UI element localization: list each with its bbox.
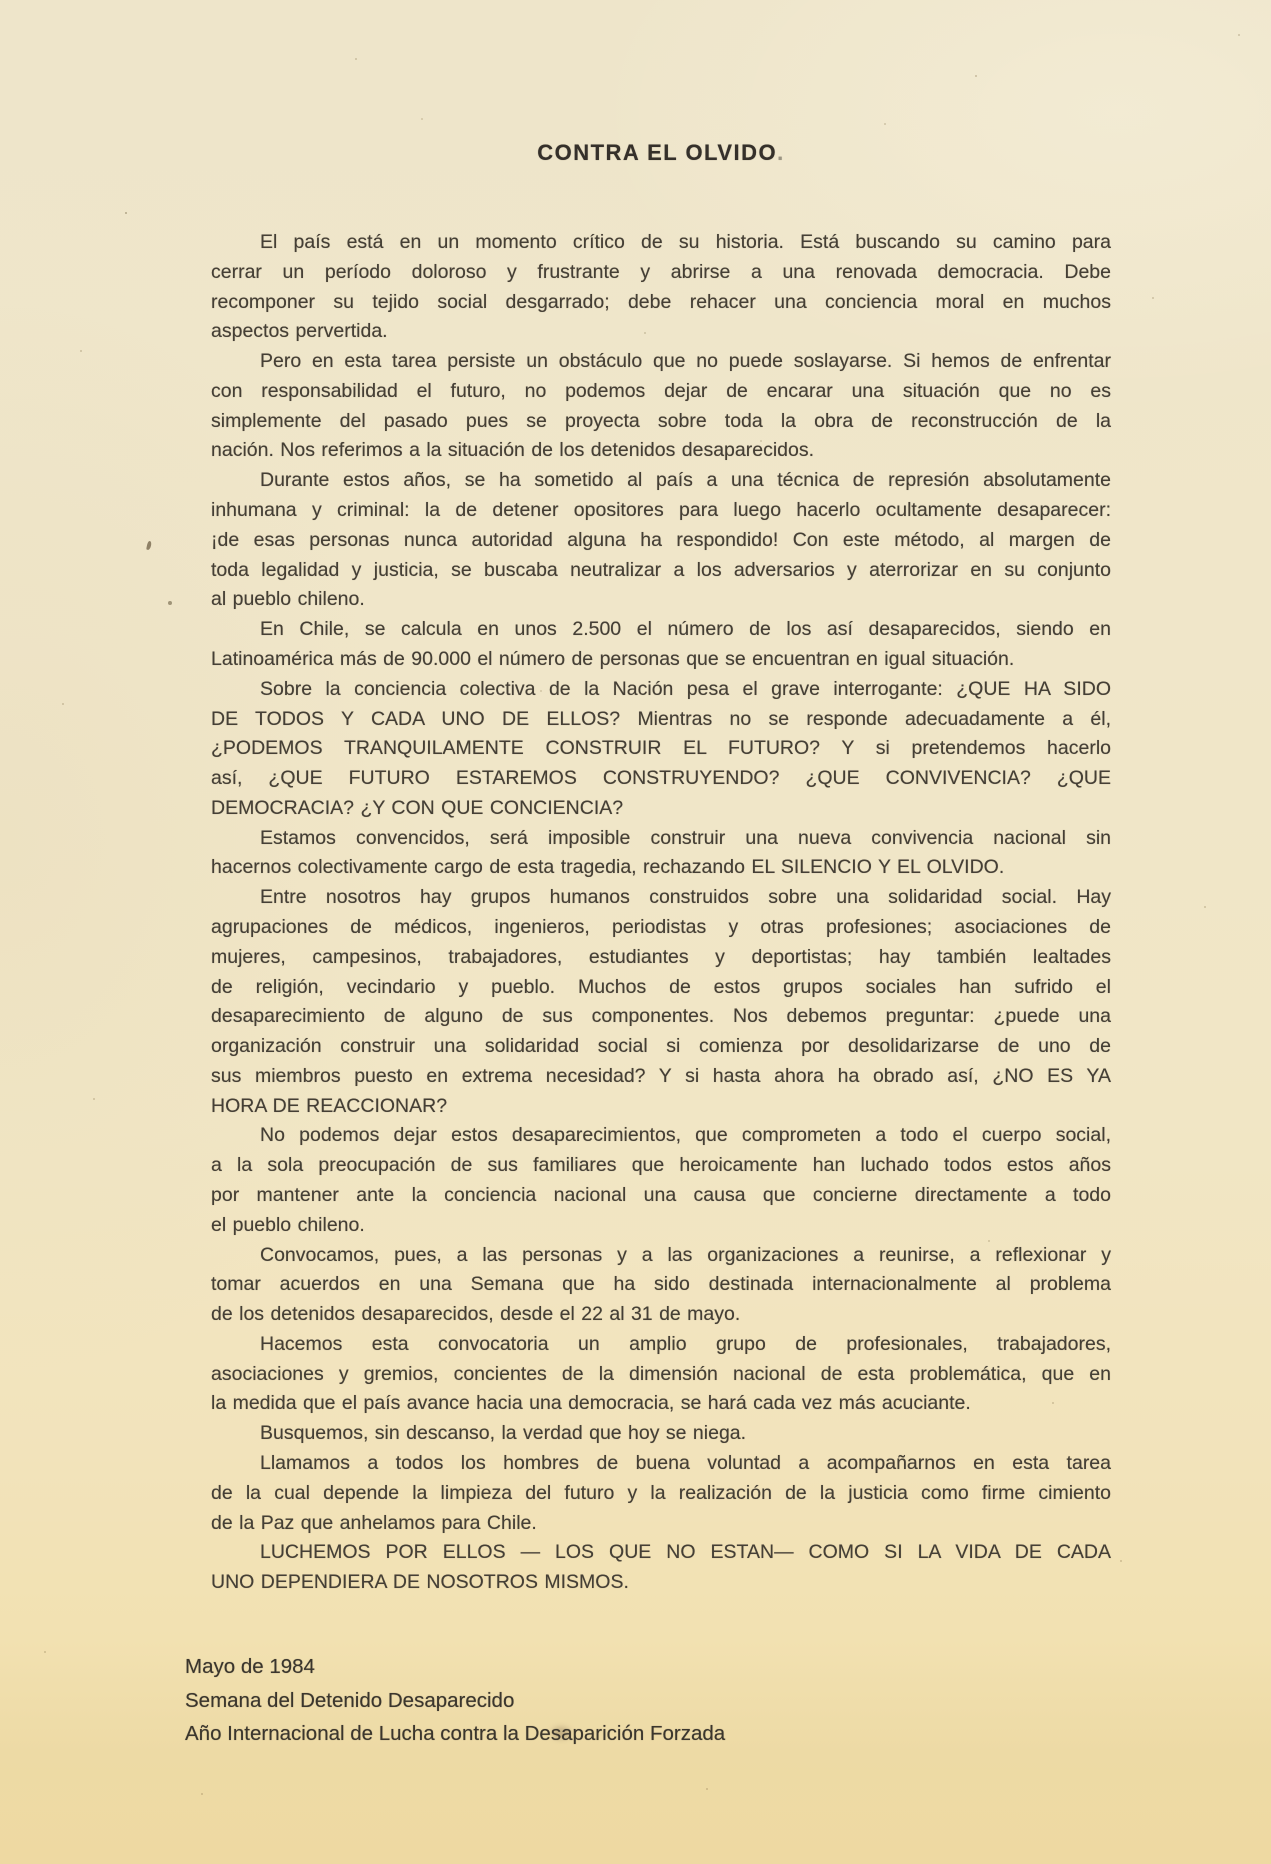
text-line: hacernos colectivamente cargo de esta tragedia, rechazando EL SILENCIO Y EL OLVIDO. [211, 856, 1005, 879]
document-footer [185, 1650, 1085, 1751]
text-line: desaparecimiento de alguno de sus componentes. Nos debemos preguntar: ¿puede una [211, 1005, 1111, 1028]
margin-comma-artifact [146, 541, 152, 551]
text-line: DE TODOS Y CADA UNO DE ELLOS? Mientras no se responde adecuadamente a él, [211, 707, 1111, 730]
document-body [211, 228, 1111, 1598]
text-line: cerrar un período doloroso y frustrante y abrirse a una renovada democracia. Debe [211, 260, 1111, 283]
text-line: recomponer su tejido social desgarrado; debe rehacer una conciencia moral en muchos [211, 290, 1111, 313]
text-line: Durante estos años, se ha sometido al país a una técnica de represión absolutamente [260, 469, 1111, 492]
text-line: Pero en esta tarea persiste un obstáculo que no puede soslayarse. Si hemos de enfrentar [260, 350, 1111, 373]
text-line: por mantener ante la conciencia nacional una causa que concierne directamente a todo [211, 1184, 1111, 1206]
document-title-text: CONTRA EL OLVIDO [537, 140, 778, 165]
footer-week-line: Semana del Detenido Desaparecido [185, 1688, 515, 1712]
text-line: UNO DEPENDIERA DE NOSOTROS MISMOS. [211, 1571, 629, 1594]
text-line: de los detenidos desaparecidos, desde el 22 al 31 de mayo. [211, 1303, 741, 1326]
footer-year-line: Año Internacional de Lucha contra la Desaparición Forzada [185, 1722, 726, 1745]
footer-date: Mayo de 1984 [185, 1655, 315, 1678]
text-line: ¡de esas personas nunca autoridad alguna ha respondido! Con este método, al margen de [211, 528, 1111, 551]
text-line: toda legalidad y justicia, se buscaba neutralizar a los adversarios y aterrorizar en su conjunto [211, 558, 1111, 581]
margin-dot-artifact [168, 601, 172, 605]
text-line: agrupaciones de médicos, ingenieros, periodistas y otras profesiones; asociaciones de [211, 915, 1111, 938]
text-line: simplemente del pasado pues se proyecta sobre toda la obra de reconstrucción de la [211, 409, 1111, 432]
text-line: el pueblo chileno. [211, 1213, 365, 1236]
text-line: DEMOCRACIA? ¿Y CON QUE CONCIENCIA? [211, 796, 624, 819]
paper-specks [0, 0, 2, 2]
text-line: Convocamos, pues, a las personas y a las organizaciones a reunirse, a reflexionar y [260, 1243, 1111, 1266]
text-line: Latinoamérica más de 90.000 el número de personas que se encuentran en igual situación. [211, 647, 1015, 670]
text-line: Estamos convencidos, será imposible construir una nueva convivencia nacional sin [260, 826, 1111, 849]
text-line: ¿PODEMOS TRANQUILAMENTE CONSTRUIR EL FUTURO? Y si pretendemos hacerlo [211, 737, 1111, 760]
text-line: Llamamos a todos los hombres de buena voluntad a acompañarnos en esta tarea [260, 1452, 1111, 1475]
text-line: Entre nosotros hay grupos humanos construidos sobre una solidaridad social. Hay [260, 886, 1111, 909]
text-line: con responsabilidad el futuro, no podemos dejar de encarar una situación que no es [211, 379, 1111, 402]
text-line: asociaciones y gremios, concientes de la dimensión nacional de esta problemática, que en [211, 1362, 1111, 1385]
text-line: sus miembros puesto en extrema necesidad? Y si hasta ahora ha obrado así, ¿NO ES YA [211, 1064, 1111, 1087]
text-line: LUCHEMOS POR ELLOS — LOS QUE NO ESTAN— COMO SI LA VIDA DE CADA [260, 1541, 1111, 1564]
document-title [211, 140, 1111, 166]
text-line: organización construir una solidaridad social si comienza por desolidarizarse de uno de [211, 1035, 1111, 1058]
text-line: Busquemos, sin descanso, la verdad que hoy se niega. [260, 1422, 747, 1445]
text-line: En Chile, se calcula en unos 2.500 el número de los así desaparecidos, siendo en [260, 618, 1111, 641]
text-line: a la sola preocupación de sus familiares que heroicamente han luchado todos estos años [211, 1154, 1111, 1177]
text-line: nación. Nos referimos a la situación de los detenidos desaparecidos. [211, 439, 815, 462]
text-line: Hacemos esta convocatoria un amplio grupo de profesionales, trabajadores, [260, 1332, 1111, 1355]
text-line: HORA DE REACCIONAR? [211, 1094, 448, 1117]
text-line: de la cual depende la limpieza del futuro y la realización de la justicia como firme cimiento [211, 1481, 1111, 1504]
text-line: inhumana y criminal: la de detener opositores para luego hacerlo ocultamente desaparecer: [211, 499, 1111, 522]
text-line: de la Paz que anhelamos para Chile. [211, 1511, 537, 1534]
text-line: tomar acuerdos en una Semana que ha sido destinada internacionalmente al problema [211, 1273, 1111, 1296]
title-period-mark: . [777, 140, 785, 165]
text-line: mujeres, campesinos, trabajadores, estudiantes y deportistas; hay también lealtades [211, 945, 1111, 968]
text-line: No podemos dejar estos desaparecimientos, que comprometen a todo el cuerpo social, [260, 1124, 1111, 1147]
text-line: Sobre la conciencia colectiva de la Nación pesa el grave interrogante: ¿QUE HA SIDO [260, 677, 1111, 700]
text-line: de religión, vecindario y pueblo. Muchos de estos grupos sociales han sufrido el [211, 975, 1111, 998]
text-line: así, ¿QUE FUTURO ESTAREMOS CONSTRUYENDO? ¿QUE CONVIVENCIA? ¿QUE [211, 767, 1111, 790]
text-line: al pueblo chileno. [211, 588, 365, 611]
text-line: aspectos pervertida. [211, 320, 388, 343]
text-line: El país está en un momento crítico de su historia. Está buscando su camino para [260, 231, 1111, 253]
text-line: la medida que el país avance hacia una democracia, se hará cada vez más acuciante. [211, 1392, 971, 1415]
